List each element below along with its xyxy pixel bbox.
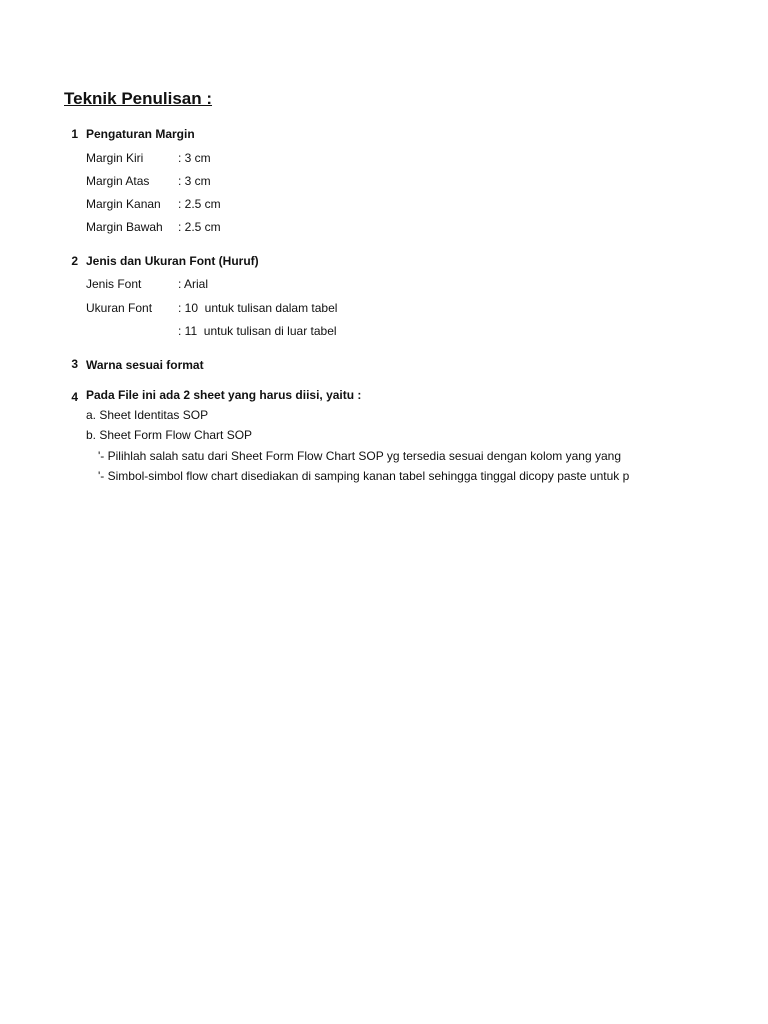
margin-kanan-value: : 2.5 cm: [178, 197, 221, 211]
ukuran-font-value-2: : 11 untuk tulisan di luar tabel: [178, 324, 337, 338]
page-title: Teknik Penulisan :: [64, 89, 213, 108]
jenis-font-value: : Arial: [178, 277, 209, 291]
ukuran-font-label: Ukuran Font: [86, 301, 153, 315]
sheet-item-b: b. Sheet Form Flow Chart SOP: [86, 428, 253, 442]
margin-bawah-value: : 2.5 cm: [178, 220, 221, 234]
margin-kanan-label: Margin Kanan: [86, 197, 161, 211]
margin-atas-label: Margin Atas: [86, 174, 150, 188]
jenis-font-label: Jenis Font: [86, 277, 142, 291]
ukuran-font-value-1: : 10 untuk tulisan dalam tabel: [178, 301, 338, 315]
section-4-heading: Pada File ini ada 2 sheet yang harus diisi, yaitu :: [86, 388, 362, 402]
margin-bawah-label: Margin Bawah: [86, 220, 163, 234]
margin-atas-value: : 3 cm: [178, 174, 211, 188]
section-4-number: 4: [71, 390, 78, 404]
note-line-2: '- Simbol-simbol flow chart disediakan di samping kanan tabel sehingga tinggal dicopy paste untuk p: [98, 469, 630, 483]
sheet-item-a: a. Sheet Identitas SOP: [86, 408, 209, 422]
section-1-number: 1: [71, 127, 78, 141]
section-2-heading: Jenis dan Ukuran Font (Huruf): [86, 254, 259, 268]
section-1-heading: Pengaturan Margin: [86, 127, 195, 141]
section-3-number: 3: [71, 357, 78, 371]
margin-kiri-label: Margin Kiri: [86, 151, 144, 165]
margin-kiri-value: : 3 cm: [178, 151, 211, 165]
section-2-number: 2: [71, 254, 78, 268]
section-3-heading: Warna sesuai format: [86, 358, 204, 372]
note-line-1: '- Pilihlah salah satu dari Sheet Form Flow Chart SOP yg tersedia sesuai dengan kolom yang yang: [98, 449, 622, 463]
